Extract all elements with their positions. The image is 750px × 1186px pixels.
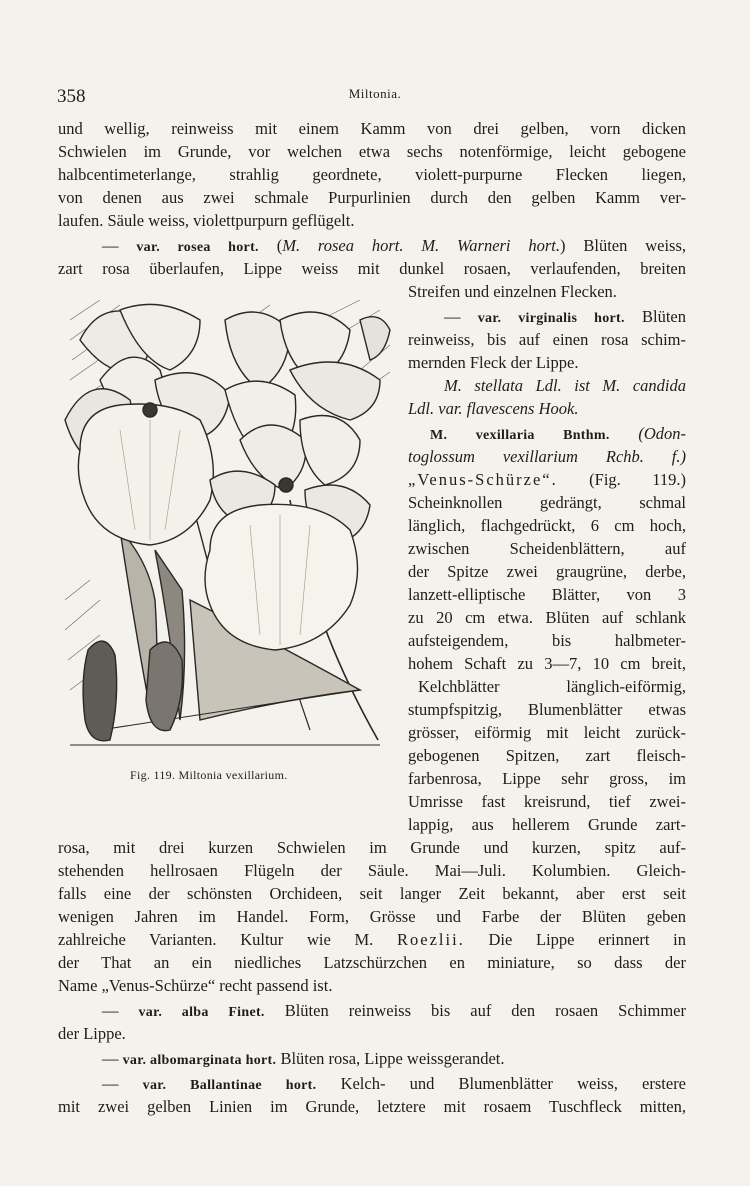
figure-caption: Fig. 119. Miltonia vexillarium. [130, 768, 288, 782]
text-line: der Spitze zwei graugrüne, derbe, [408, 562, 686, 581]
text-line: farbenrosa, Lippe sehr gross, im [408, 769, 686, 788]
dash: — [102, 1049, 123, 1068]
text-line-variety-virginalis [444, 306, 686, 330]
text-line: Ldl. var. flavescens Hook. [408, 399, 579, 418]
dash: — [444, 307, 478, 326]
text-line: Streifen und einzelnen Flecken. [408, 282, 617, 301]
text: Blüten [624, 307, 687, 326]
orchid-illustration [60, 300, 392, 754]
text-line: lappig, aus hellerem Grunde zart- [408, 815, 686, 834]
text-line: falls eine der schönsten Orchideen, seit langer Zeit bekannt, aber erst seit [58, 884, 686, 903]
dash: — [102, 236, 137, 255]
text-line: stumpfspitzig, Blumenblätter etwas [408, 700, 686, 719]
text-line: Schwielen im Grunde, vor welchen etwa sechs notenförmige, leicht gebogene [58, 142, 686, 161]
text-line: rosa, mit drei kurzen Schwielen im Grunde und kurzen, spitz auf- [58, 838, 686, 857]
text-line-variety-albomarginata [58, 1048, 505, 1072]
running-title: Miltonia. [348, 86, 402, 101]
text-line: von denen aus zwei schmale Purpurlinien durch den gelben Kamm ver- [58, 188, 686, 207]
text: Kelch- und Blumenblätter weiss, erstere [316, 1074, 687, 1093]
species-name: M. vexillaria Bnthm. [430, 428, 610, 443]
text: Blüten reinweiss bis auf den rosaen Schimmer [264, 1001, 686, 1020]
text-line: zart rosa überlaufen, Lippe weiss mit dunkel rosaen, verlaufenden, breiten [58, 259, 686, 278]
synonym: (Odon- [609, 424, 686, 443]
text-line: der That an ein niedliches Latzschürzchen en miniature, so dass der [58, 953, 686, 972]
text-line: stehenden hellrosaen Flügeln der Säule. Mai—Juli. Kolumbien. Gleich- [58, 861, 686, 880]
text-line: grösser, eiförmig mit leicht zurück- [408, 723, 686, 742]
text-line [408, 469, 686, 491]
dash: — [102, 1001, 139, 1020]
text-line: und wellig, reinweiss mit einem Kamm von drei gelben, vorn dicken [58, 119, 686, 138]
text-line-variety-alba [58, 1000, 686, 1024]
text-line: länglich, flachgedrückt, 6 cm hoch, [408, 516, 686, 535]
variety-name: var. albomarginata hort. [122, 1053, 277, 1068]
text-line: toglossum vexillarium Rchb. f.) [408, 447, 686, 466]
text-line: hohem Schaft zu 3—7, 10 cm breit, [408, 654, 686, 673]
text-line: mernden Fleck der Lippe. [408, 353, 579, 372]
synonym: M. rosea hort. M. Warneri hort. [282, 236, 561, 255]
text-line [58, 929, 686, 951]
page-number: 358 [57, 86, 86, 107]
text-line: Umrisse fast kreisrund, tief zwei- [408, 792, 686, 811]
text: ) Blüten weiss, [560, 236, 687, 255]
variety-name: var. virginalis hort. [477, 311, 625, 326]
dash: — [102, 1074, 143, 1093]
text: ( [258, 236, 283, 255]
text: Blüten rosa, Lippe weissgerandet. [276, 1049, 505, 1068]
text-line: M. stellata Ldl. ist M. candida [444, 376, 686, 395]
text-line: gebogenen Spitzen, zart fleisch- [408, 746, 686, 765]
species-ref: Roezlii. [397, 930, 465, 949]
text-line: halbcentimeterlange, strahlig geordnete, violett-purpurne Flecken liegen, [58, 165, 686, 184]
text: zahlreiche Varianten. Kultur wie M. [58, 930, 397, 949]
text-line: reinweiss, bis auf einen rosa schim- [408, 330, 686, 349]
text: Die Lippe erinnert in [464, 930, 687, 949]
text-line-species [430, 423, 686, 447]
variety-name: var. rosea hort. [136, 240, 259, 255]
variety-name: var. alba Finet. [138, 1005, 265, 1020]
text-line: zu 20 cm etwa. Blüten auf schlank [408, 608, 686, 627]
text-line: laufen. Säule weiss, violettpurpurn geflügelt. [58, 211, 355, 230]
text-line-variety-ballantinae [58, 1073, 686, 1097]
text-line: zwischen Scheidenblättern, auf [408, 539, 686, 558]
text-line: wenigen Jahren im Handel. Form, Grösse und Farbe der Blüten geben [58, 907, 686, 926]
text-line: Kelchblätter länglich-eiförmig, [418, 677, 686, 696]
text-line: Scheinknollen gedrängt, schmal [408, 493, 686, 512]
common-name: „Venus-Schürze“. [408, 470, 558, 489]
text-line: mit zwei gelben Linien im Grunde, letztere mit rosaem Tuschfleck mitten, [58, 1097, 686, 1116]
text: (Fig. 119.) [557, 470, 686, 489]
text-line: lanzett-elliptische Blätter, von 3 [408, 585, 686, 604]
text-line: der Lippe. [58, 1024, 126, 1043]
text-line: aufsteigendem, bis halbmeter- [408, 631, 686, 650]
text-line: Name „Venus-Schürze“ recht passend ist. [58, 976, 333, 995]
variety-name: var. Ballantinae hort. [142, 1078, 317, 1093]
text-line-variety-rosea [58, 235, 686, 259]
